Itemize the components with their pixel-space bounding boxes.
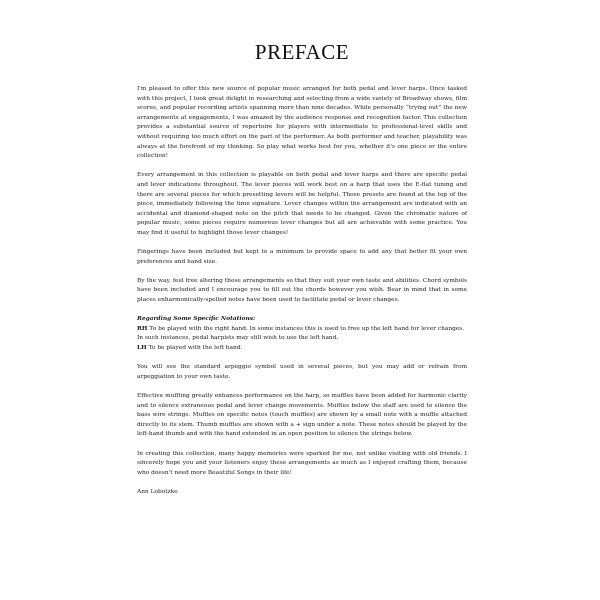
paragraph-closing: In creating this collection, many happy memories were sparked for me, not unlike visiting with old friends. I sincerely hope you and your listeners enjoy these arrangements as much as I enjoyed crafting them, because who doesn't need more Beautiful Songs in their life!: [137, 450, 467, 476]
notation-lh-text: To be played with the left hand.: [146, 345, 243, 352]
notation-rh-text: To be played with the right hand. In some instances this is used to free up the left hand for lever changes. In such instances, pedal harpists may still wish to use the left hand.: [137, 325, 465, 342]
paragraph-altering: By the way, feel free altering these arrangements so that they suit your own taste and abilities. Chord symbols have been included and I encourage you to fill out the chords however you wish. Bear in mind that in some places enharmonically-spelled notes have been used to facilitate pedal or lever changes.: [137, 277, 467, 304]
body-text: [137, 85, 467, 498]
paragraph-fingerings: Fingerings have been included but kept to a minimum to provide space to add any that better fit your own preferences and hand size.: [137, 249, 467, 265]
notation-rh-term: RH: [137, 325, 148, 332]
notations-section: [137, 315, 467, 353]
signature: Ann Lobotzke: [137, 488, 178, 495]
paragraph-lever-indications: Every arrangement in this collection is playable on both pedal and lever harps and there are specific pedal and lever indications throughout. The lever pieces will work best on a harp that uses the E-flat tuning and there are several pieces for which presetting levers will be helpful. Those presets are found at the top of the piece, immediately following the time signature. Lever changes within the arrangement are indicated with an accidental and diamond-shaped note on the pitch that needs to be changed. Given the chromatic nature of popular music, some pieces require numerous lever changes but all are achievable with some practice. You may find it useful to highlight those lever changes!: [137, 172, 467, 236]
notation-lh-term: LH: [137, 345, 147, 352]
page-title: PREFACE: [254, 40, 350, 64]
paragraph-arpeggio: You will see the standard arpeggio symbol used in several pieces, but you may add or refrain from arpeggiation to your own taste.: [137, 364, 467, 380]
paragraph-muffling: Effective muffling greatly enhances performance on the harp, so muffles have been added for harmonic clarity and to silence extraneous pedal and lever change movements. Muffles below the staff are used to silence the bass wire strings. Muffles on specific notes (touch muffles) are shown by a small note with a muffle attached directly to its stem. Thumb muffles are shown with a + sign under a note. These notes should be played by the left-hand thumb and with the hand extended in an open position to silence the strings below.: [137, 393, 467, 438]
notation-lh: [137, 344, 467, 354]
paragraph-intro: I'm pleased to offer this new source of popular music arranged for both pedal and lever harps. Once tasked with this project, I took great delight in researching and selecting from a wide variety of Broadway shows, film scores, and popular recording artists spanning more than nine decades. While personally “trying out” the new arrangements at engagements, I was amazed by the audience response and recognition factor. This collection provides a substantial source of repertoire for players with intermediate to professional-level skills and without requiring too much effort on the part of the performer. As both performer and teacher, playability was always at the forefront of my thinking. So play what works best for you, whether it's one piece or the entire collection!: [137, 86, 467, 160]
notation-rh: [137, 325, 467, 344]
notations-heading: Regarding Some Specific Notations:: [137, 316, 256, 323]
